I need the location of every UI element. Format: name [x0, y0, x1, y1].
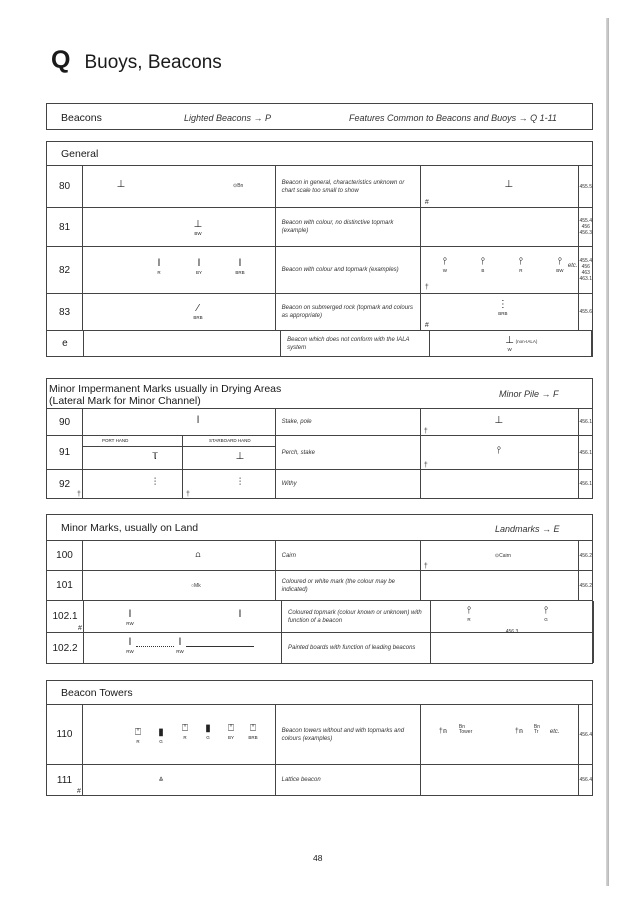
starboard-hand-label: STARBOARD HAND [209, 438, 251, 443]
topmark-symbol: Ⅰ [238, 609, 242, 620]
symbol-cell [78, 601, 282, 632]
row-number: 100 [47, 541, 83, 570]
row-description: Beacon towers without and with topmarks and colours (examples) [276, 705, 421, 764]
beacon-symbol: ⊥ [116, 179, 126, 190]
leading-board-symbol: Ⅰ RW [126, 637, 134, 654]
etc-note: etc. [549, 729, 560, 735]
perch-symbol: ⫯ [496, 445, 502, 456]
row-number: 91 [47, 436, 83, 469]
hash-mark: # [424, 199, 429, 206]
dagger-mark: † [186, 491, 190, 498]
row-description: Coloured or white mark (the colour may be indicated) [276, 571, 421, 600]
topmark-rw-symbol: Ⅰ RW [126, 609, 134, 626]
beacon-w-symbol: ⫯ W [442, 256, 448, 273]
landmarks-xref: Landmarks → E [495, 524, 560, 534]
row-reference: 456.2 [579, 582, 592, 589]
hash-mark: # [78, 625, 82, 632]
int-symbol-cell [421, 294, 580, 330]
row-reference: 456.4 [579, 777, 592, 783]
table-row [47, 470, 592, 498]
starboard-withy-symbol: ⫶ [238, 477, 242, 488]
int-symbol-cell [431, 601, 594, 632]
features-xref: Features Common to Beacons and Buoys → Q 1-11 [349, 113, 557, 123]
beacon-towers-label: Beacon Towers [61, 687, 133, 699]
int-symbol-cell [421, 470, 580, 498]
row-number: 82 [47, 247, 83, 293]
row-description: Beacon with colour and topmark (examples) [276, 247, 421, 293]
row-description: Beacon on submerged rock (topmark and colours as appropriate) [276, 294, 421, 330]
beacons-label: Beacons [61, 112, 102, 124]
int-symbol-cell [421, 247, 580, 293]
row-description: Perch, stake [276, 436, 421, 469]
row-description: Painted boards with function of leading beacons [282, 633, 431, 663]
symbol-cell [83, 705, 276, 764]
stake-symbol: ⊥ [494, 415, 504, 426]
table-row [47, 436, 592, 470]
mark-note: ○Mk [191, 583, 201, 589]
beacon-b-symbol: ⫯ B [480, 256, 486, 273]
table-row [47, 331, 592, 356]
port-hand-label: PORT HAND [102, 438, 129, 443]
cairn-note: ⊙Cairn [494, 553, 512, 559]
hash-mark: # [424, 322, 429, 329]
minor-land-header [47, 515, 592, 541]
table-row [47, 409, 592, 436]
row-number: 102.1 [47, 601, 84, 632]
beacon-bw-symbol: ⫯ BW [556, 256, 564, 273]
int-symbol-cell [421, 541, 580, 570]
beacon-symbol: ⊥ [504, 179, 514, 190]
symbol-cell [77, 470, 276, 498]
table-row [47, 166, 592, 208]
int-symbol-cell [421, 571, 580, 600]
rows-102-group [47, 601, 592, 663]
symbol-cell [84, 331, 281, 356]
beacon-by-symbol: Ⅰ BY [196, 258, 203, 275]
minor-land-label: Minor Marks, usually on Land [61, 522, 199, 534]
symbol-cell [77, 765, 276, 795]
row-number: 101 [47, 571, 83, 600]
row-number: 90 [47, 409, 83, 435]
tower-brb-symbol: ⍞ BRB [248, 723, 258, 740]
table-row [47, 571, 592, 601]
hash-mark: # [77, 788, 81, 795]
beacon-bw-symbol: ⊥ BW [193, 219, 203, 236]
int-symbol-cell [421, 166, 580, 207]
int-symbol-cell [430, 331, 592, 356]
beacons-header [47, 104, 592, 130]
row-description: Withy [276, 470, 421, 498]
int-symbol-cell [421, 409, 580, 435]
row-description: Cairn [276, 541, 421, 570]
symbol-cell [83, 294, 276, 330]
table-row [47, 765, 592, 795]
int-symbol-cell [421, 436, 580, 469]
row-number: 110 [47, 705, 83, 764]
row-reference: 455.5 [579, 183, 592, 190]
beacon-r-symbol: Ⅰ R [157, 258, 161, 275]
row-reference: 455.6 [579, 309, 592, 315]
symbol-cell [83, 208, 276, 246]
symbol-cell [83, 247, 276, 293]
row-reference: 456.4 [579, 731, 592, 738]
row-reference: 455.4 456 456.3 [579, 218, 592, 236]
topmark-r-symbol: ⫯ R [466, 605, 472, 622]
beacons-header-box [46, 103, 593, 130]
int-symbol-cell [421, 208, 580, 246]
tower-b-symbol: †⍝ [514, 728, 523, 735]
minor-pile-xref: Minor Pile → F [499, 389, 559, 399]
row-number: 80 [47, 166, 83, 207]
non-iala-beacon-symbol: ⊥ W [505, 335, 514, 352]
tower-topmark-r-symbol: ⍞ R [182, 723, 189, 740]
row-reference: 456.1 [579, 481, 592, 487]
symbol-cell [83, 436, 276, 469]
row-number: 83 [47, 294, 83, 330]
row-reference: 455.4 456 463 463.1 [579, 258, 592, 282]
stake-symbol: ǀ [196, 415, 200, 426]
beacon-r-symbol: ⫯ R [518, 256, 524, 273]
tower-g-symbol: ▮ G [158, 727, 164, 744]
row-description: Beacon which does not conform with the IALA system [281, 331, 429, 356]
port-perch-symbol: Ⲧ [151, 451, 159, 462]
tower-a-label: Bn Tower [458, 724, 473, 735]
int-symbol-cell [421, 765, 580, 795]
row-number: e [47, 331, 84, 356]
general-section [46, 141, 593, 357]
beacon-towers-header [47, 681, 592, 705]
tower-b-label: Bn Tr [533, 724, 541, 735]
int-symbol-cell [421, 705, 580, 764]
symbol-cell [83, 409, 276, 435]
row-description: Stake, pole [276, 409, 421, 435]
lateral-mark-subtitle: (Lateral Mark for Minor Channel) [49, 395, 201, 407]
minor-impermanent-label [49, 383, 281, 407]
starboard-perch-symbol: ⊥ [235, 451, 245, 462]
table-row [47, 294, 592, 331]
general-label: General [61, 148, 99, 160]
row-description: Lattice beacon [276, 765, 421, 795]
submerged-rock-beacon-symbol: ⁄ BRB [193, 303, 203, 320]
non-iala-note: (non-IALA) [515, 339, 538, 344]
section-letter: Q [51, 46, 71, 74]
cairn-symbol: ⩍ [195, 550, 201, 559]
symbol-cell [84, 633, 282, 663]
row-number: 111 [47, 765, 83, 795]
table-row [47, 705, 592, 765]
tower-a-symbol: †⍝ [438, 728, 447, 735]
port-withy-symbol: ⫶ [153, 477, 157, 488]
dagger-mark: † [424, 284, 429, 291]
dagger-mark: † [423, 462, 428, 469]
etc-note: etc. [567, 263, 578, 269]
general-header [47, 142, 592, 166]
row-description: Beacon with colour, no distinctive topmark (example) [276, 208, 421, 246]
lattice-beacon-symbol: ⩓ [158, 774, 164, 783]
minor-impermanent-title: Minor Impermanent Marks usually in Drying Areas [49, 383, 282, 395]
page-title [51, 46, 222, 75]
tower-topmark-g-symbol: ▮ G [205, 723, 211, 740]
tower-by-symbol: ⍞ BY [228, 723, 235, 740]
row-number: 81 [47, 208, 83, 246]
page-edge [606, 18, 609, 886]
row-reference: 456.2 [579, 552, 592, 559]
symbol-cell [83, 571, 276, 600]
beacon-brb-symbol: Ⅰ BRB [235, 258, 245, 275]
row-reference: 456.1 [579, 419, 592, 425]
minor-land-section [46, 514, 593, 664]
minor-impermanent-header [47, 379, 592, 409]
table-row [47, 633, 594, 663]
page-number: 48 [313, 853, 323, 863]
topmark-g-symbol: ⫯ G [543, 605, 549, 622]
bn-note: ⊙Bn [233, 183, 244, 189]
symbol-cell [83, 541, 276, 570]
table-row [47, 541, 592, 571]
beacon-towers-section [46, 680, 593, 796]
table-row [47, 247, 592, 294]
beacon-brb-symbol: ⋮ BRB [497, 299, 508, 316]
row-description: Beacon in general, characteristics unknown or chart scale too small to show [276, 166, 421, 207]
symbol-cell [83, 166, 276, 207]
row-number: 92 [47, 470, 83, 498]
tower-r-symbol: ⍞ R [135, 727, 142, 744]
section-title: Buoys, Beacons [84, 52, 222, 73]
dagger-mark: † [423, 428, 428, 435]
row-reference: 456.3 [505, 629, 519, 635]
row-number: 102.2 [47, 633, 84, 663]
row-reference: 456.1 [579, 449, 592, 456]
leading-board-symbol: Ⅰ RW [176, 637, 184, 654]
dagger-mark: † [423, 563, 428, 570]
dagger-mark: † [77, 491, 81, 498]
lighted-beacons-xref: Lighted Beacons → P [184, 113, 272, 123]
minor-impermanent-section [46, 378, 593, 499]
int-symbol-cell [431, 633, 594, 663]
table-row [47, 208, 592, 247]
row-description: Coloured topmark (colour known or unknown) with function of a beacon [282, 601, 431, 632]
table-row [47, 601, 594, 633]
